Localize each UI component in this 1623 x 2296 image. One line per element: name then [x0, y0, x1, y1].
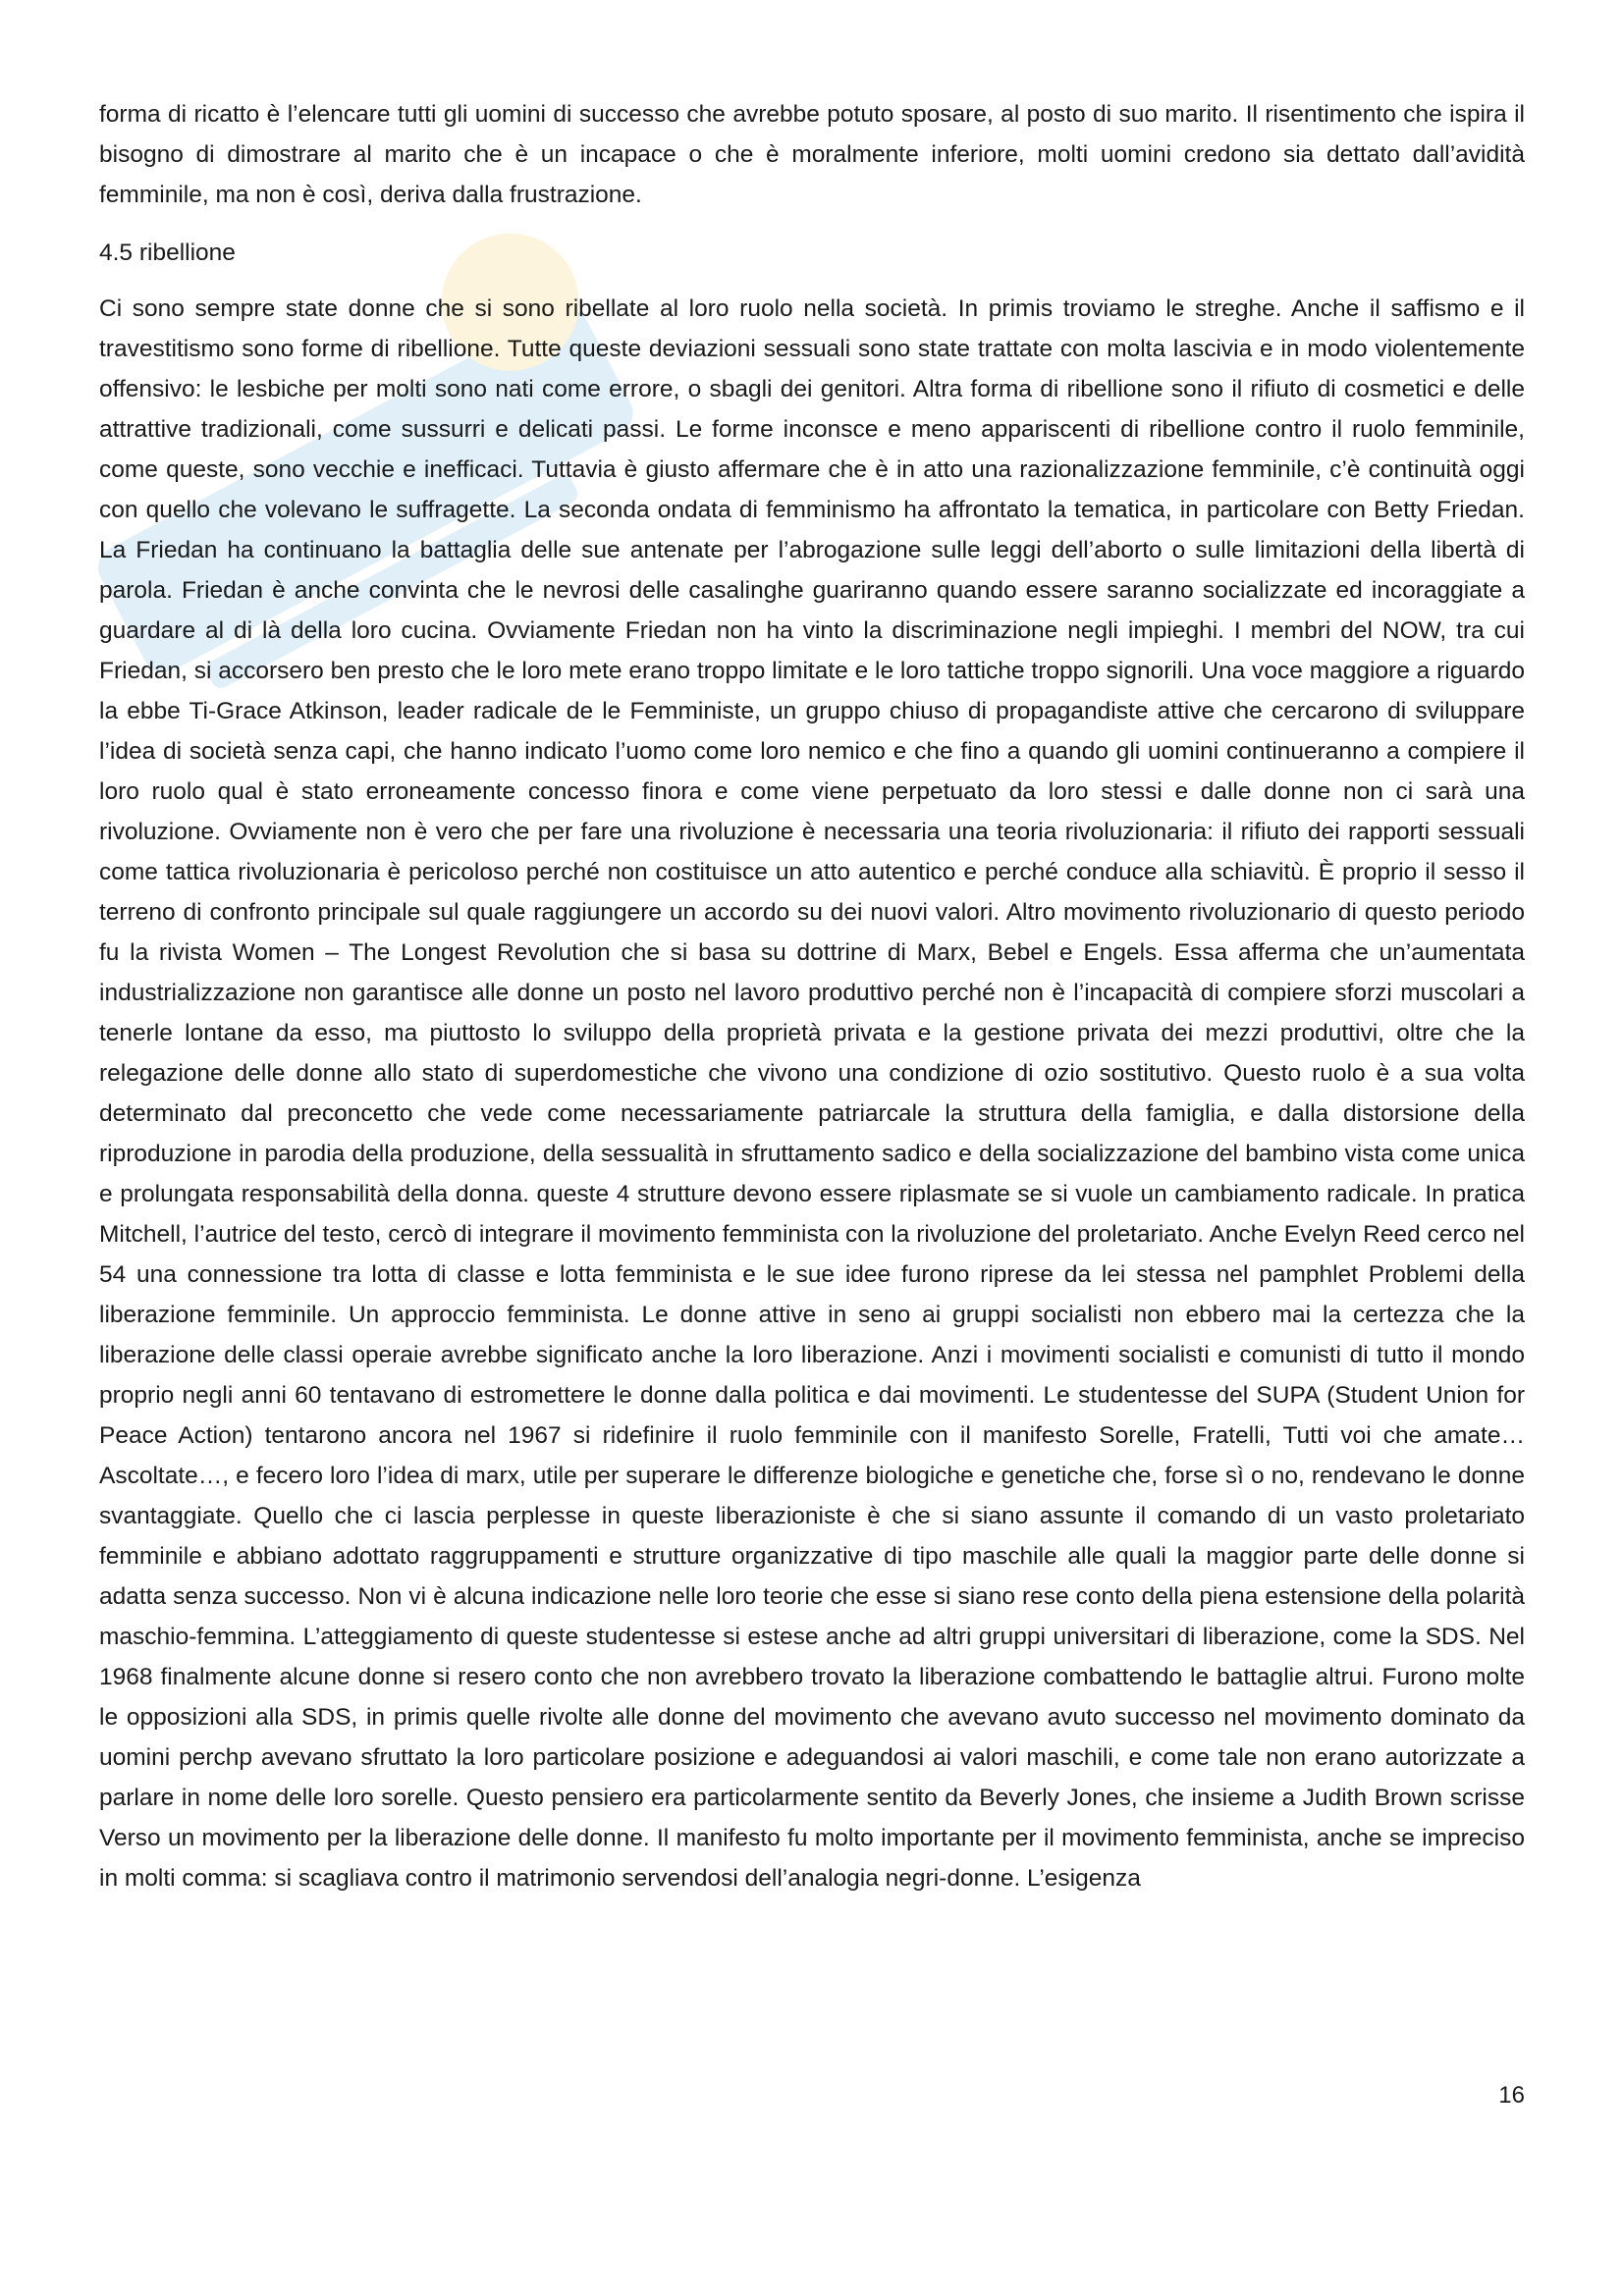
section-heading: 4.5 ribellione	[99, 240, 236, 266]
page-number: 16	[1498, 2082, 1525, 2109]
main-paragraph: Ci sono sempre state donne che si sono ribellate al loro ruolo nella società. In primis troviamo le streghe. Anche il saffismo e il travestitismo sono forme di ribellione. Tutte queste deviazioni sessuali sono state trattate con molta lascivia e in modo violentemente offensivo: le lesbiche per molti sono nati come errore, o sbagli dei genitori. Altra forma di ribellione sono il rifiuto di cosmetici e delle attrattive tradizionali, come sussurri e delicati passi. Le forme inconsce e meno appariscenti di ribellione contro il ruolo femminile, come queste, sono vecchie e inefficaci. Tuttavia è giusto affermare che è in atto una razionalizzazione femminile, c’è continuità oggi con quello che volevano le suffragette. La seconda ondata di femminismo ha affrontato la tematica, in particolare con Betty Friedan. La Friedan ha continuano la battaglia delle sue antenate per l’abrogazione sulle leggi dell’aborto o sulle limitazioni della libertà di parola. Friedan è anche convinta che le nevrosi delle casalinghe guariranno quando essere saranno socializzate ed incoraggiate a guardare al di là della loro cucina. Ovviamente Friedan non ha vinto la discriminazione negli impieghi. I membri del NOW, tra cui Friedan, si accorsero ben presto che le loro mete erano troppo limitate e le loro tattiche troppo signorili. Una voce maggiore a riguardo la ebbe Ti-Grace Atkinson, leader radicale de le Femministe, un gruppo chiuso di propagandiste attive che cercarono di sviluppare l’idea di società senza capi, che hanno indicato l’uomo come loro nemico e che fino a quando gli uomini continueranno a compiere il loro ruolo qual è stato erroneamente concesso finora e come viene perpetuato da loro stessi e dalle donne non ci sarà una rivoluzione. Ovviamente non è vero che per fare una rivoluzione è necessaria una teoria rivoluzionaria: il rifiuto dei rapporti sessuali come tattica rivoluzionaria è pericoloso perché non costituisce un atto autentico e perché conduce alla schiavitù. È proprio il sesso il terreno di confronto principale sul quale raggiungere un accordo su dei nuovi valori. Altro movimento rivoluzionario di questo periodo fu la rivista Women – The Longest Revolution che si basa su dottrine di Marx, Bebel e Engels. Essa afferma che un’aumentata industrializzazione non garantisce alle donne un posto nel lavoro produttivo perché non è l’incapacità di compiere sforzi muscolari a tenerle lontane da esso, ma piuttosto lo sviluppo della proprietà privata e la gestione privata dei mezzi produttivi, oltre che la relegazione delle donne allo stato di superdomestiche che vivono una condizione di ozio sostitutivo. Questo ruolo è a sua volta determinato dal preconcetto che vede come necessariamente patriarcale la struttura della famiglia, e dalla distorsione della riproduzione in parodia della produzione, della sessualità in sfruttamento sadico e della socializzazione del bambino vista come unica e prolungata responsabilità della donna. queste 4 strutture devono essere riplasmate se si vuole un cambiamento radicale. In pratica Mitchell, l’autrice del testo, cercò di integrare il movimento femminista con la rivoluzione del proletariato. Anche Evelyn Reed cerco nel 54 una connessione tra lotta di classe e lotta femminista e le sue idee furono riprese da lei stessa nel pamphlet Problemi della liberazione femminile. Un approccio femminista. Le donne attive in seno ai gruppi socialisti non ebbero mai la certezza che la liberazione delle classi operaie avrebbe significato anche la loro liberazione. Anzi i movimenti socialisti e comunisti di tutto il mondo proprio negli anni 60 tentavano di estromettere le donne dalla politica e dai movimenti. Le studentesse del SUPA (Student Union for Peace Action) tentarono ancora nel 1967 si ridefinire il ruolo femminile con il manifesto Sorelle, Fratelli, Tutti voi che amate…Ascoltate…, e fecero loro l’idea di marx, utile per superare le differenze biologiche e genetiche che, forse sì o no, rendevano le donne svantaggiate. Quello che ci lascia perplesse in queste liberazioniste è che si siano assunte il comando di un vasto proletariato femminile e abbiano adottato raggruppamenti e strutture organizzative di tipo maschile alle quali la maggior parte delle donne si adatta senza successo. Non vi è alcuna indicazione nelle loro teorie che esse si siano rese conto della piena estensione della polarità maschio-femmina. L’atteggiamento di queste studentesse si estese anche ad altri gruppi universitari di liberazione, come la SDS. Nel 1968 finalmente alcune donne si resero conto che non avrebbero trovato la liberazione combattendo le battaglie altrui. Furono molte le opposizioni alla SDS, in primis quelle rivolte alle donne del movimento che avevano avuto successo nel movimento dominato da uomini perchp avevano sfruttato la loro particolare posizione e adeguandosi ai valori maschili, e come tale non erano autorizzate a parlare in nome delle loro sorelle. Questo pensiero era particolarmente sentito da Beverly Jones, che insieme a Judith Brown scrisse Verso un movimento per la liberazione delle donne. Il manifesto fu molto importante per il movimento femminista, anche se impreciso in molti comma: si scagliava contro il matrimonio servendosi dell’analogia negri-donne. L’esigenza	[99, 295, 1525, 1892]
intro-paragraph: forma di ricatto è l’elencare tutti gli uomini di successo che avrebbe potuto sposare, al posto di suo marito. Il risentimento che ispira il bisogno di dimostrare al marito che è un incapace o che è moralmente inferiore, molti uomini credono sia dettato dall’avidità femminile, ma non è così, deriva dalla frustrazione.	[99, 101, 1525, 208]
document-page	[99, 94, 1525, 1898]
